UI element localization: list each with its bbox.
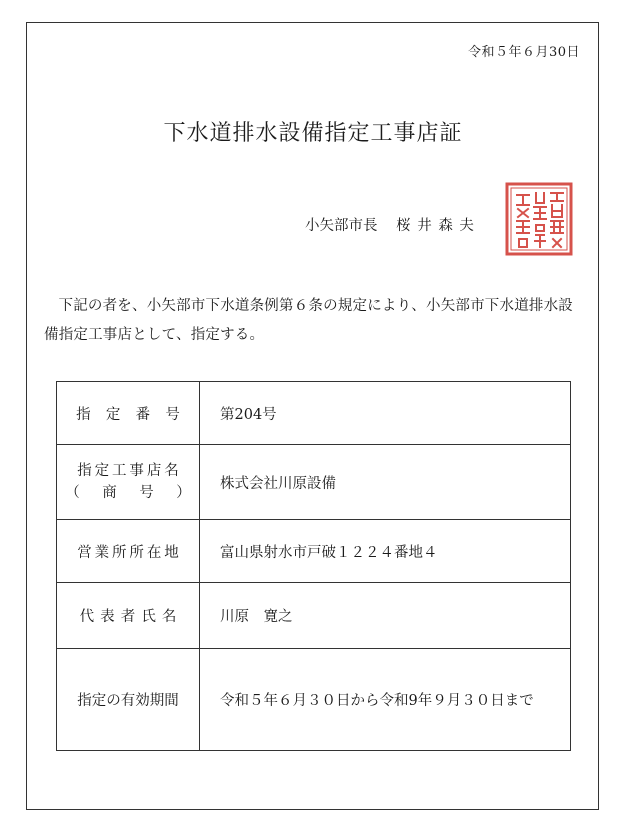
table-row	[57, 583, 571, 649]
table-row	[57, 520, 571, 583]
row-sublabel-trade-name: （商号）	[65, 485, 214, 501]
certificate-body-text: 下記の者を、小矢部市下水道条例第６条の規定により、小矢部市下水道排水設備指定工事店として、指定する。	[44, 298, 573, 343]
row-value-designation-number: 第204号	[200, 382, 571, 445]
row-label-representative-name: 代表者氏名	[57, 583, 200, 649]
row-label-contractor-name: 指定工事店名 （商号）	[57, 445, 200, 520]
row-value-contractor-name: 株式会社川原設備	[200, 445, 571, 520]
document-title: 下水道排水設備指定工事店証	[163, 121, 463, 146]
row-label-office-address: 営業所所在地	[57, 520, 200, 583]
row-value-validity-period: 令和５年６月３０日から令和9年９月３０日まで	[200, 649, 571, 751]
table-row	[57, 445, 571, 520]
row-label-designation-number: 指定番号	[57, 382, 200, 445]
certificate-details-table	[56, 381, 571, 751]
row-label-validity-period: 指定の有効期間	[57, 649, 200, 751]
issue-date: 令和５年６月30日	[467, 45, 580, 60]
issuer	[305, 214, 475, 235]
issuer-name: 桜 井 森 夫	[396, 218, 475, 234]
official-seal-stamp	[504, 181, 574, 257]
row-value-office-address: 富山県射水市戸破１２２４番地４	[200, 520, 571, 583]
row-value-representative-name: 川原 寛之	[200, 583, 571, 649]
issuer-title: 小矢部市長	[305, 218, 378, 234]
table-row	[57, 649, 571, 751]
table-row	[57, 382, 571, 445]
